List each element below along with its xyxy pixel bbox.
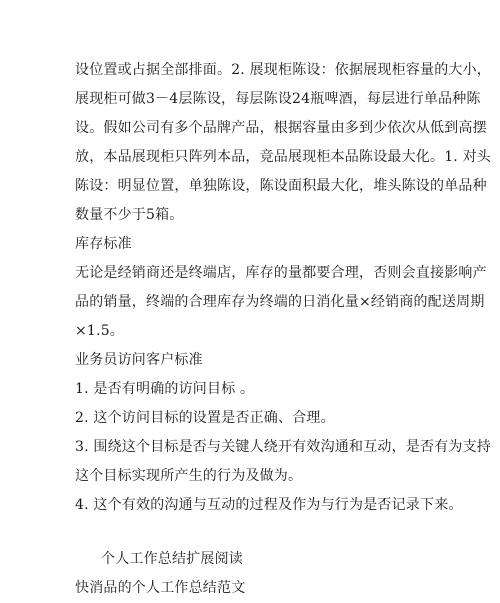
list-item: 2. 这个访问目标的设置是否正确、合理。 — [75, 410, 335, 426]
body-line: 陈设：明显位置，单独陈设，陈设面积最大化，堆头陈设的单品种 — [75, 178, 487, 194]
body-line: 展现柜可做3－4层陈设，每层陈设24瓶啤酒，每层进行单品种陈 — [75, 91, 481, 107]
body-line: 无论是经销商还是终端店，库存的量都要合理，否则会直接影响产 — [75, 265, 487, 281]
list-item: 这个目标实现所产生的行为及做为。 — [75, 468, 303, 484]
body-line: 设。假如公司有多个品牌产品，根据容量由多到少依次从低到高摆 — [75, 120, 487, 136]
list-item: 3. 围绕这个目标是否与关键人绕开有效沟通和互动，是否有为支持 — [75, 439, 492, 455]
visit-heading: 业务员访问客户标准 — [75, 352, 203, 368]
list-item: 4. 这个有效的沟通与互动的过程及作为与行为是否记录下来。 — [75, 497, 463, 513]
extended-reading-heading: 个人工作总结扩展阅读 — [101, 551, 243, 567]
sample-title: 快消品的个人工作总结范文 — [75, 580, 246, 596]
spacer — [75, 520, 430, 545]
body-line: ×1.5。 — [75, 323, 124, 339]
inventory-section — [75, 259, 487, 346]
body-line: 数量不少于5箱。 — [75, 207, 184, 223]
body-line: 品的销量，终端的合理库存为终端的日消化量×经销商的配送周期 — [75, 294, 485, 310]
body-line: 设位置或占据全部排面。2. 展现柜陈设：依据展现柜容量的大小， — [75, 62, 492, 78]
body-line: 放，本品展现柜只阵列本品，竞品展现柜本品陈设最大化。1. 对头 — [75, 149, 492, 165]
display-section — [75, 56, 492, 230]
inventory-heading: 库存标准 — [75, 236, 132, 252]
visit-list — [75, 375, 492, 520]
list-item: 1. 是否有明确的访问目标 。 — [75, 381, 255, 397]
